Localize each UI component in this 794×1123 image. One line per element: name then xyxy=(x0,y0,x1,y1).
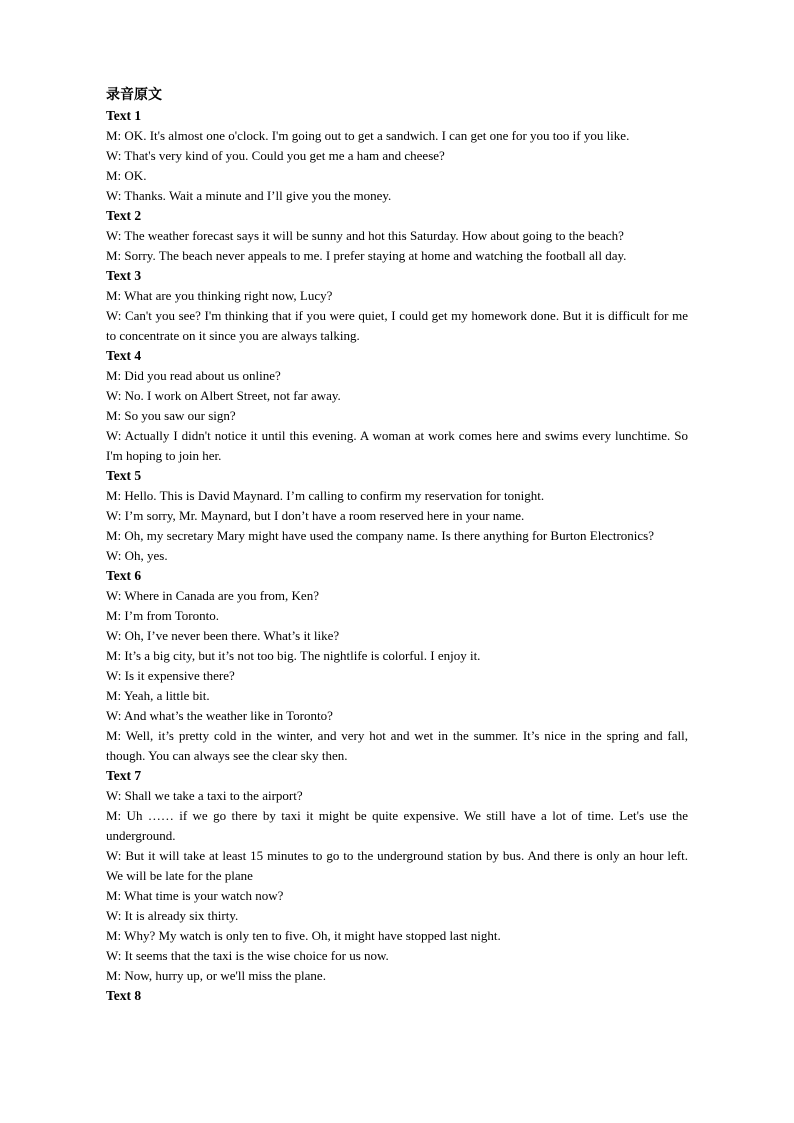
dialogue-line: M: OK. It's almost one o'clock. I'm going out to get a sandwich. I can get one for you too if you like. xyxy=(106,128,630,143)
dialogue-line: M: It’s a big city, but it’s not too big. The nightlife is colorful. I enjoy it. xyxy=(106,648,481,663)
dialogue-line: W: Oh, I’ve never been there. What’s it like? xyxy=(106,628,340,643)
section-heading: Text 8 xyxy=(106,988,142,1003)
section-heading: Text 1 xyxy=(106,108,142,123)
dialogue-line: W: I’m sorry, Mr. Maynard, but I don’t have a room reserved here in your name. xyxy=(106,508,525,523)
section-heading: Text 5 xyxy=(106,468,142,483)
section-heading: Text 2 xyxy=(106,208,142,223)
dialogue-line: W: But it will take at least 15 minutes to go to the underground station by bus. And there is only an hour left. We will be late for the plane xyxy=(106,848,688,883)
section-heading: Text 4 xyxy=(106,348,142,363)
dialogue-line: M: Now, hurry up, or we'll miss the plane. xyxy=(106,968,326,983)
dialogue-line: M: So you saw our sign? xyxy=(106,408,236,423)
dialogue-line: W: Can't you see? I'm thinking that if you were quiet, I could get my homework done. But it is difficult for me to concentrate on it since you are always talking. xyxy=(106,308,688,343)
dialogue-line: M: Yeah, a little bit. xyxy=(106,688,210,703)
transcript-body xyxy=(106,84,688,1006)
dialogue-line: M: What are you thinking right now, Lucy? xyxy=(106,288,333,303)
dialogue-line: W: It seems that the taxi is the wise choice for us now. xyxy=(106,948,389,963)
dialogue-line: W: That's very kind of you. Could you get me a ham and cheese? xyxy=(106,148,445,163)
dialogue-line: W: No. I work on Albert Street, not far away. xyxy=(106,388,341,403)
dialogue-line: M: Oh, my secretary Mary might have used the company name. Is there anything for Burton Electronics? xyxy=(106,528,655,543)
dialogue-line: M: Why? My watch is only ten to five. Oh, it might have stopped last night. xyxy=(106,928,501,943)
dialogue-line: W: Is it expensive there? xyxy=(106,668,235,683)
dialogue-line: W: And what’s the weather like in Toronto? xyxy=(106,708,333,723)
section-heading: Text 6 xyxy=(106,568,142,583)
dialogue-line: W: Where in Canada are you from, Ken? xyxy=(106,588,319,603)
dialogue-line: M: Did you read about us online? xyxy=(106,368,281,383)
dialogue-line: M: Well, it’s pretty cold in the winter, and very hot and wet in the summer. It’s nice in the spring and fall, though. You can always see the clear sky then. xyxy=(106,728,688,763)
dialogue-line: W: It is already six thirty. xyxy=(106,908,239,923)
section-heading: Text 7 xyxy=(106,768,142,783)
dialogue-line: M: What time is your watch now? xyxy=(106,888,284,903)
dialogue-line: M: Hello. This is David Maynard. I’m calling to confirm my reservation for tonight. xyxy=(106,488,545,503)
dialogue-line: W: The weather forecast says it will be sunny and hot this Saturday. How about going to the beach? xyxy=(106,228,624,243)
dialogue-line: M: Sorry. The beach never appeals to me. I prefer staying at home and watching the football all day. xyxy=(106,248,627,263)
dialogue-line: W: Actually I didn't notice it until this evening. A woman at work comes here and swims every lunchtime. So I'm hoping to join her. xyxy=(106,428,688,463)
dialogue-line: W: Shall we take a taxi to the airport? xyxy=(106,788,303,803)
dialogue-line: M: I’m from Toronto. xyxy=(106,608,219,623)
document-title: 录音原文 xyxy=(106,87,162,103)
dialogue-line: M: OK. xyxy=(106,168,147,183)
dialogue-line: M: Uh …… if we go there by taxi it might be quite expensive. We still have a lot of time. Let's use the underground. xyxy=(106,808,688,843)
section-heading: Text 3 xyxy=(106,268,142,283)
dialogue-line: W: Thanks. Wait a minute and I’ll give you the money. xyxy=(106,188,392,203)
dialogue-line: W: Oh, yes. xyxy=(106,548,168,563)
